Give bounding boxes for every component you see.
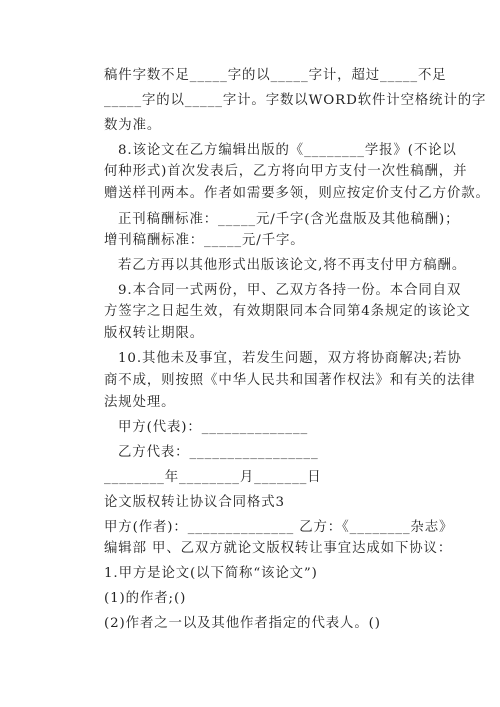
text-line: 论文版权转让协议合同格式3 [104, 495, 285, 510]
text-line: 8.该论文在乙方编辑出版的《________学报》(不论以 [118, 143, 457, 158]
text-line: (1)的作者;() [104, 591, 187, 606]
text-line: (2)作者之一以及其他作者指定的代表人。() [104, 616, 381, 631]
text-line: 何种形式)首次发表后，乙方将向甲方支付一次性稿酬，并 [104, 164, 468, 179]
text-line: 商不成，则按照《中华人民共和国著作权法》和有关的法律 [104, 373, 476, 388]
text-line: 1.甲方是论文(以下简称“该论文”) [104, 566, 318, 581]
text-line: 版权转让期限。 [104, 326, 205, 341]
text-line: 赠送样刊两本。作者如需要多领，则应按定价支付乙方价款。 [104, 186, 490, 201]
text-line: 10.其他未及事宜，若发生问题，双方将协商解决;若协 [118, 351, 462, 366]
text-line: 稿件字数不足_____字的以_____字计，超过_____不足 [104, 68, 447, 83]
text-line: 增刊稿酬标准：_____元/千字。 [104, 233, 305, 248]
text-line: 9.本合同一式两份，甲、乙双方各持一份。本合同自双 [118, 283, 462, 298]
text-line: _____字的以_____字计。字数以WORD软件计空格统计的字 [104, 93, 487, 108]
text-line: 甲方(代表)：______________ [118, 420, 309, 435]
text-line: 正刊稿酬标准：_____元/千字(含光盘版及其他稿酬)； [118, 212, 460, 227]
text-line: 编辑部 甲、乙双方就论文版权转让事宜达成如下协议： [104, 541, 453, 556]
text-line: 数为准。 [104, 118, 162, 133]
text-line: 法规处理。 [104, 395, 176, 410]
text-line: 若乙方再以其他形式出版该论文,将不再支付甲方稿酬。 [118, 258, 467, 273]
text-line: 乙方代表：_________________ [118, 445, 319, 460]
text-line: 方签字之日起生效，有效期限同本合同第4条规定的该论文 [104, 304, 471, 319]
text-line: 甲方(作者)：______________ 乙方：《________杂志》 [104, 520, 454, 535]
text-line: ________年________月_______日 [104, 470, 322, 485]
